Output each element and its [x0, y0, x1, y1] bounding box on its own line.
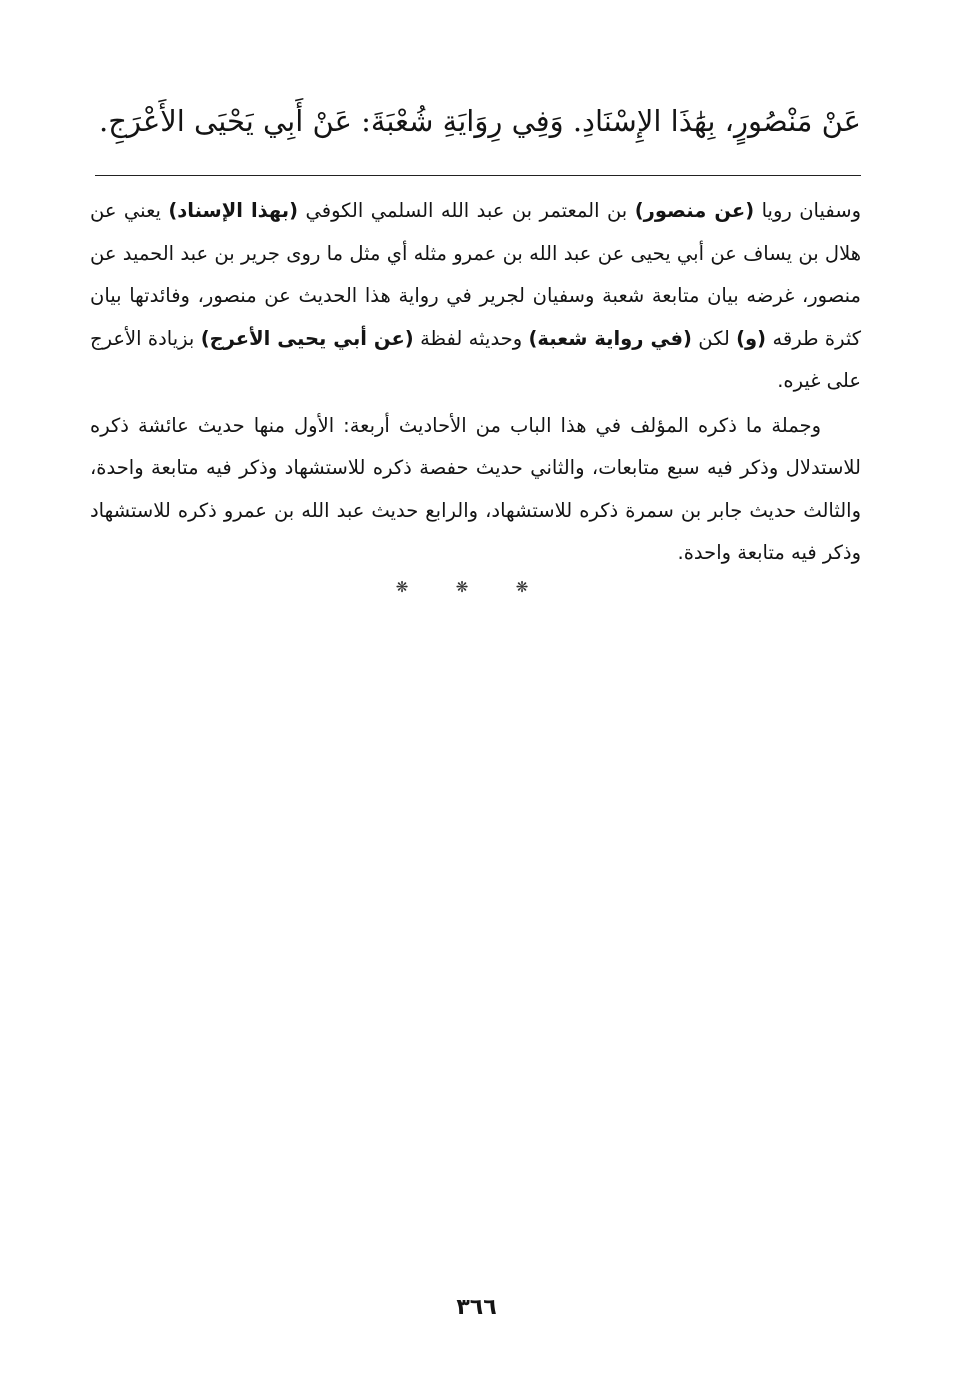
commentary-paragraph-1: [90, 190, 861, 403]
separator-ornament-icon: ❋: [455, 578, 469, 596]
separator-ornament-icon: ❋: [515, 578, 529, 596]
commentary-text: وحديثه لفظة: [413, 326, 529, 350]
quoted-phrase: (عن أبي يحيى الأعرج): [200, 326, 414, 350]
quoted-phrase: (بهذا الإسناد): [168, 199, 299, 222]
section-separator: [392, 578, 532, 596]
commentary-text: بن المعتمر بن عبد الله السلمي الكوفي: [298, 199, 635, 222]
commentary-text: يعني عن هلال بن يساف عن أبي يحيى عن عبد الله بن عمرو مثله أي مثل ما روى جرير بن عبد الحميد عن منصور، غرضه بيان متابعة شعبة وسفيان لجرير في رواية هذا الحديث عن منصور، وفائدتها بيان كثرة طرقه: [90, 199, 861, 350]
separator-ornament-icon: ❋: [395, 578, 409, 596]
footnote-divider: [95, 175, 861, 176]
hadith-text: عَنْ مَنْصُورٍ، بِهَٰذَا الإِسْنَادِ. وَفِي رِوَايَةِ شُعْبَةَ: عَنْ أَبِي يَحْيَى الأَعْرَجِ.: [99, 104, 861, 138]
quoted-phrase: (في رواية شعبة): [528, 326, 692, 350]
page-number: ٣٦٦: [456, 1295, 497, 1320]
quoted-phrase: (عن منصور): [634, 199, 755, 222]
commentary-text: بزيادة الأعرج على غيره.: [90, 326, 861, 392]
quoted-phrase: (و): [736, 326, 767, 350]
commentary: [90, 190, 861, 575]
commentary-paragraph-2: وجملة ما ذكره المؤلف في هذا الباب من الأحاديث أربعة: الأول منها حديث عائشة ذكره للاستدلال وذكر فيه سبع متابعات، والثاني حديث حفصة ذكره للاستشهاد وذكر فيه متابعة واحدة، والثالث حديث جابر بن سمرة ذكره للاستشهاد، والرابع حديث عبد الله بن عمرو ذكره للاستشهاد وذكر فيه متابعة واحدة.: [90, 413, 861, 564]
commentary-text: لكن: [691, 326, 737, 350]
commentary-text: وسفيان رويا: [754, 199, 861, 222]
